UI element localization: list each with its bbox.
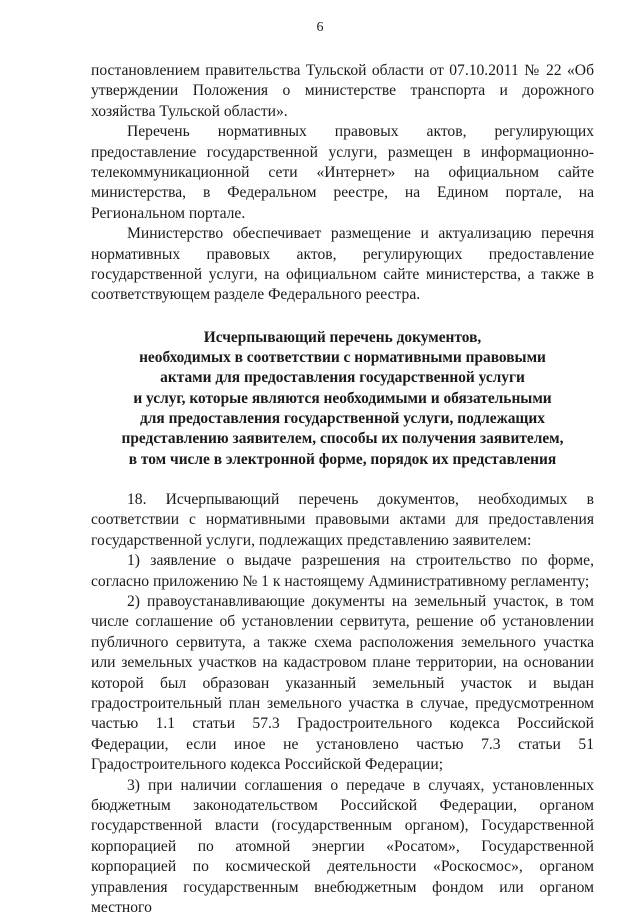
paragraph: постановлением правительства Тульской области от 07.10.2011 № 22 «Об утверждении Положения о министерстве транспорта и дорожного хозяйства Тульской области». <box>91 62 594 120</box>
page-number: 6 <box>316 20 324 35</box>
heading-line: актами для предоставления государственной услуги <box>160 369 525 387</box>
heading-line: и услуг, которые являются необходимыми и обязательными <box>133 389 552 407</box>
page-content <box>91 61 594 918</box>
list-item: 2) правоустанавливающие документы на земельный участок, в том числе соглашение об установлении сервитута, решение об установлении публичного сервитута, а также схема расположения земельного участка или земельных участков на кадастровом плане территории, на основании которой был образован указанный земельный участок и выдан градостроительный план земельного участка в случае, предусмотренном частью 1.1 статьи 57.3 Градостроительного кодекса Российской Федерации, если иное не установлено частью 7.3 статьи 51 Градостроительного кодекса Российской Федерации; <box>91 592 594 774</box>
paragraph: Министерство обеспечивает размещение и актуализацию перечня нормативных правовых актов, регулирующих предоставление государственной услуги, на официальном сайте министерства, а также в соответствующем разделе Федерального реестра. <box>91 225 594 304</box>
paragraph: 18. Исчерпывающий перечень документов, необходимых в соответствии с нормативными правовыми актами для предоставления государственной услуги, подлежащих представлению заявителем: <box>91 490 594 549</box>
list-item: 3) при наличии соглашения о передаче в случаях, установленных бюджетным законодательством Российской Федерации, органом государственной власти (государственным органом), Государственной корпорацией по атомной энергии «Росатом», Государственной корпорацией по космической деятельности «Роскосмос», органом управления государственным внебюджетным фондом или органом местного <box>91 776 594 917</box>
heading-line: в том числе в электронной форме, порядок их представления <box>128 450 557 468</box>
list-item: 1) заявление о выдаче разрешения на строительство по форме, согласно приложению № 1 к настоящему Административному регламенту; <box>91 552 594 590</box>
paragraph: Перечень нормативных правовых актов, регулирующих предоставление государственной услуги, размещен в информационно-телекоммуникационной сети «Интернет» на официальном сайте министерства, в Федеральном реестре, на Едином портале, на Региональном портале. <box>91 123 594 222</box>
heading-line: для предоставления государственной услуги, подлежащих <box>140 410 545 428</box>
heading-line: Исчерпывающий перечень документов, <box>203 328 482 346</box>
heading-line: необходимых в соответствии с нормативными правовыми <box>139 349 546 367</box>
section-heading <box>91 328 594 470</box>
heading-line: представлению заявителем, способы их получения заявителем, <box>121 430 564 448</box>
